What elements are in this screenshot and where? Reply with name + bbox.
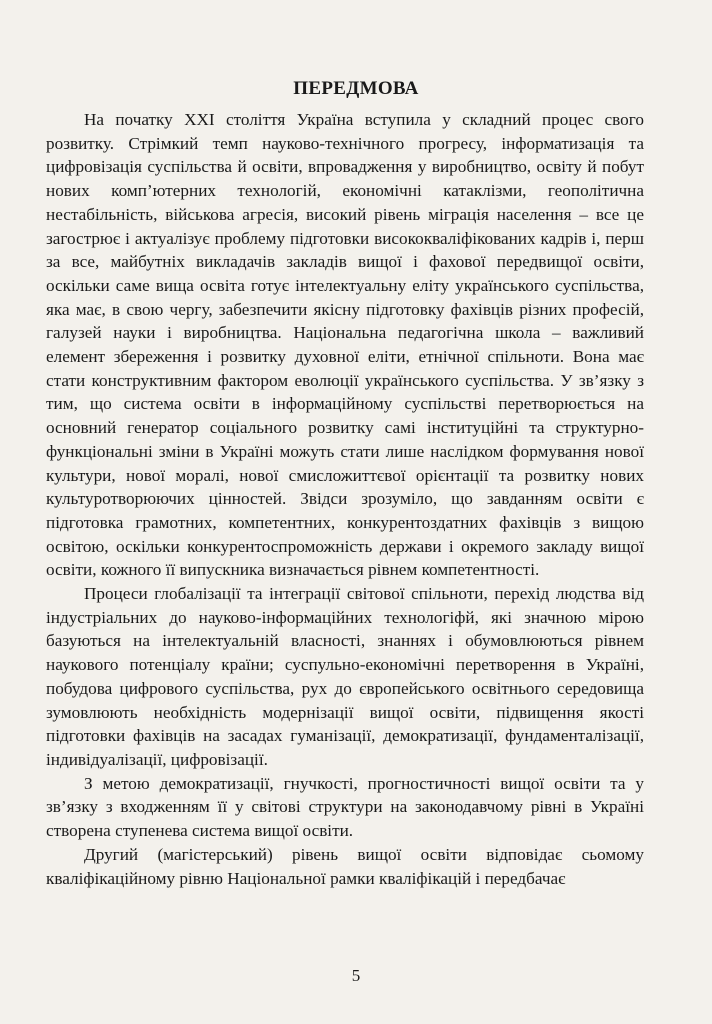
page-number: 5: [351, 966, 361, 985]
page-title: ПЕРЕДМОВА: [293, 78, 419, 99]
paragraph-3: З метою демократизації, гнучкості, прогностичності вищої освіти та у зв’язку з входженням її у світові структури на законодавчому рівні в Україні створена ступенева система вищої освіти.: [46, 773, 644, 841]
paragraph-1: На початку XXI століття Україна вступила у складний процес свого розвитку. Стрімкий темп науково-технічного прогресу, інформатизація та цифровізація суспільства й освіти, впровадження у виробництво, освіту й побут нових комп’ютерних технологій, економічні катаклізми, геополітична нестабільність, військова агресія, високий рівень міграція населення – все це загострює і актуалізує проблему підготовки висококваліфікованих кадрів і, перш за все, майбутніх викладачів закладів вищої і фахової передвищої освіти, оскільки саме вища освіта готує інтелектуальну еліту українського суспільства, яка має, в свою чергу, забезпечити якісну підготовку фахівців різних професій, галузей науки і виробництва. Національна педагогічна школа – важливий елемент збереження і розвитку духовної еліти, етнічної спільноти. Вона має стати конструктивним фактором еволюції українського суспільства. У зв’язку з тим, що система освіти в інформаційному суспільстві перетворюється на основний генератор соціального розвитку самі інституційні та структурно-функціональні зміни в Україні можуть стати лише наслідком формування нової культури, нової моралі, нової смисложиттєвої орієнтації та розвитку нових культуротворюючих цінностей. Звідси зрозуміло, що завданням освіти є підготовка грамотних, компетентних, конкурентоздатних фахівців з вищою освітою, оскільки конкурентоспроможність держави і окремого закладу вищої освіти, кожного її випускника визначається рівнем компетентності.: [46, 110, 644, 580]
paragraph-4: Другий (магістерський) рівень вищої освіти відповідає сьомому кваліфікаційному рівню Національної рамки кваліфікацій і передбачає: [46, 844, 644, 888]
paragraph-2: Процеси глобалізації та інтеграції світової спільноти, перехід людства від індустріальних до науково-інформаційних технологіфй, які значною мірою базуються на інтелектуальній власності, знаннях і обумовлюються рівнем наукового потенціалу країни; суспульно-економічні перетворення в Україні, побудова цифрового суспільства, рух до європейського освітнього середовища зумовлюють необхідність модернізації вищої освіти, підвищення якості підготовки фахівців на засадах гуманізації, демократизації, фундаменталізації, індивідуалізації, цифровізації.: [46, 584, 644, 769]
body-text: [46, 108, 644, 890]
